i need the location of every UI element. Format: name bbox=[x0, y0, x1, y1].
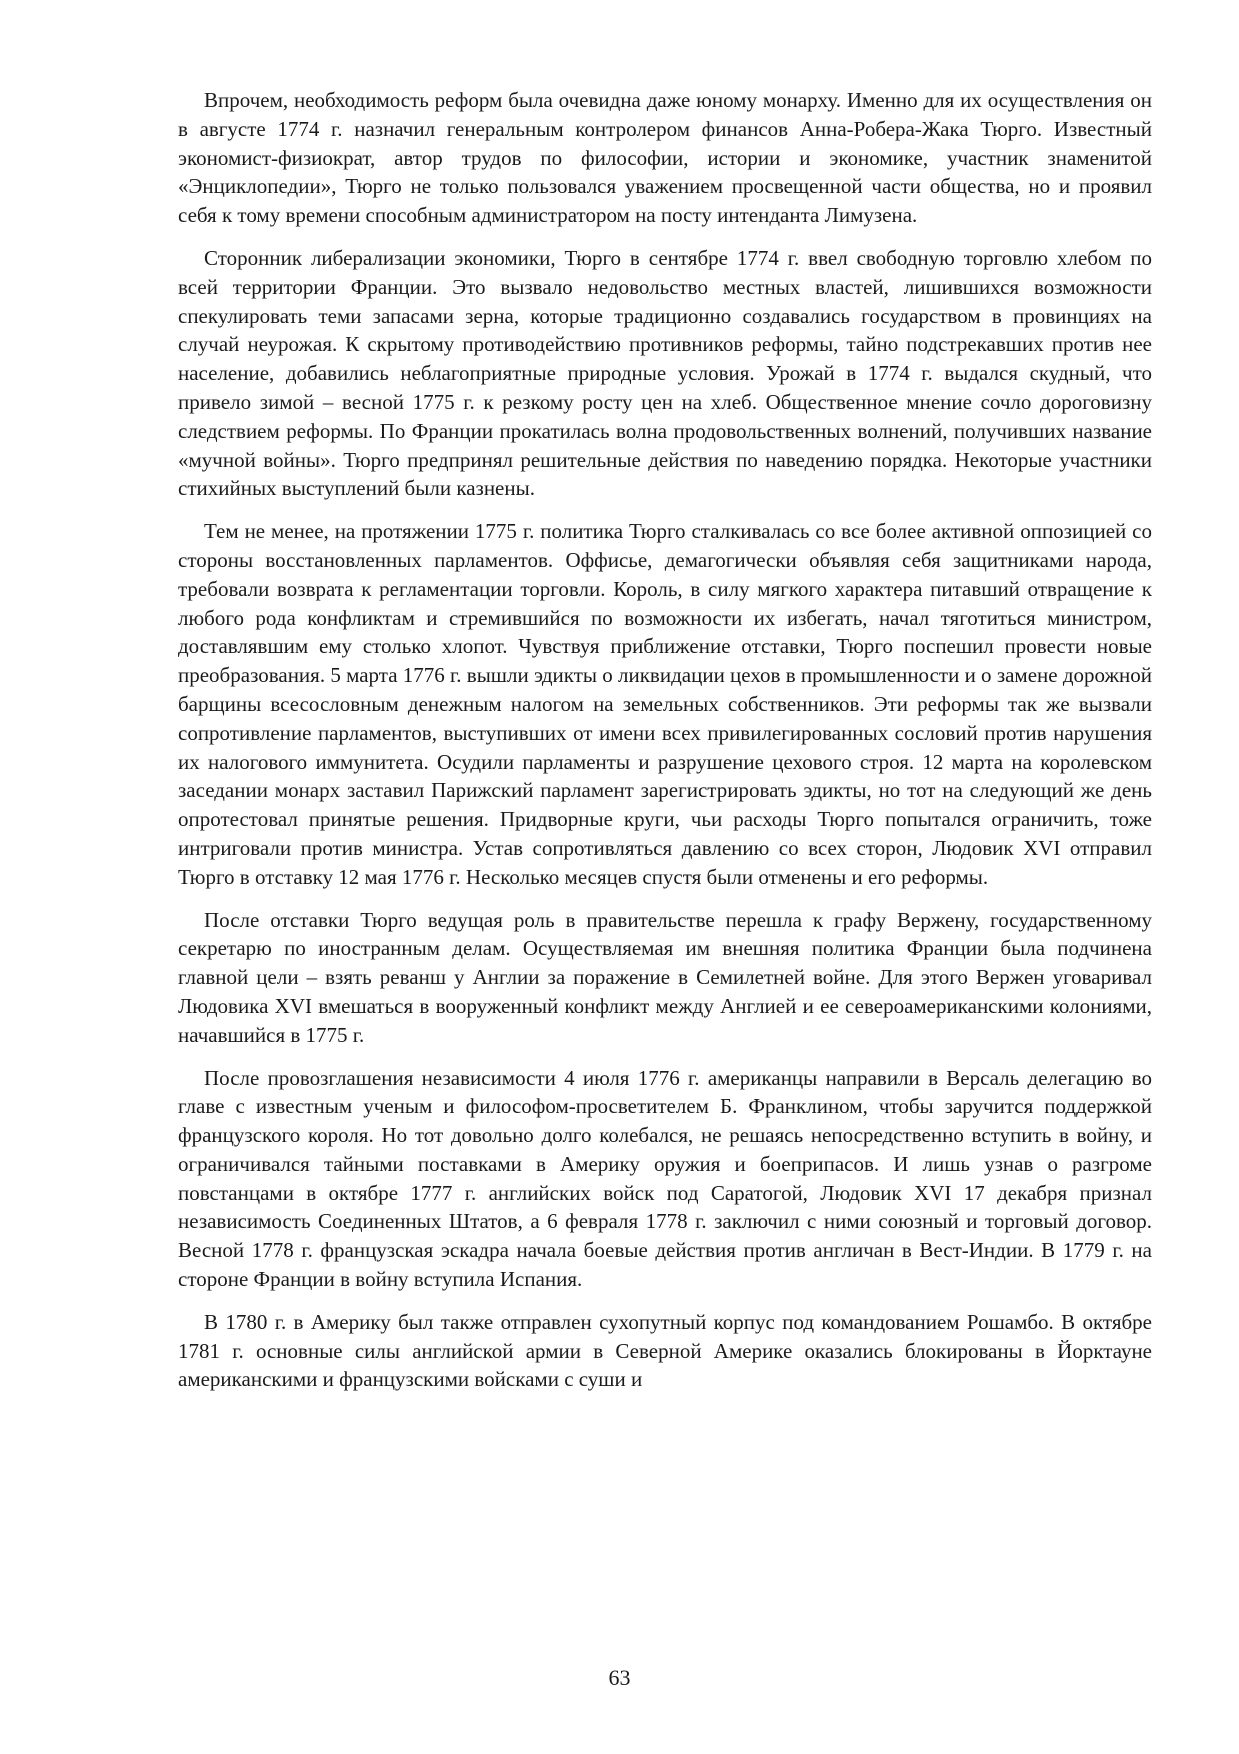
page-number: 63 bbox=[608, 1665, 631, 1690]
paragraph-3: Тем не менее, на протяжении 1775 г. политика Тюрго сталкивалась со все более активной оппозицией со стороны восстановленных парламентов. Оффисье, демагогически объявляя себя защитниками народа, требовали возврата к регламентации торговли. Король, в силу мягкого характера питавший отвращение к любого рода конфликтам и стремившийся по возможности их избегать, начал тяготиться министром, доставлявшим ему столько хлопот. Чувствуя приближение отставки, Тюрго поспешил провести новые преобразования. 5 марта 1776 г. вышли эдикты о ликвидации цехов в промышленности и о замене дорожной барщины всесословным денежным налогом на земельных собственников. Эти реформы так же вызвали сопротивление парламентов, выступивших от имени всех привилегированных сословий против нарушения их налогового иммунитета. Осудили парламенты и разрушение цехового строя. 12 марта на королевском заседании монарх заставил Парижский парламент зарегистрировать эдикты, но тот на следующий же день опротестовал принятые решения. Придворные круги, чьи расходы Тюрго попытался ограничить, тоже интриговали против министра. Устав сопротивляться давлению со всех сторон, Людовик XVI отправил Тюрго в отставку 12 мая 1776 г. Несколько месяцев спустя были отменены и его реформы. bbox=[178, 519, 1152, 889]
paragraph-1: Впрочем, необходимость реформ была очевидна даже юному монарху. Именно для их осуществления он в августе 1774 г. назначил генеральным контролером финансов Анна-Робера-Жака Тюрго. Известный экономист-физиократ, автор трудов по философии, истории и экономике, участник знаменитой «Энциклопедии», Тюрго не только пользовался уважением просвещенной части общества, но и проявил себя к тому времени способным администратором на посту интенданта Лимузена. bbox=[178, 88, 1152, 228]
paragraph-6: В 1780 г. в Америку был также отправлен сухопутный корпус под командованием Рошамбо. В октябре 1781 г. основные силы английской армии в Северной Америке оказались блокированы в Йорктауне американскими и французскими войсками с суши и bbox=[178, 1309, 1152, 1392]
body-text bbox=[178, 86, 1152, 1408]
paragraph-2: Сторонник либерализации экономики, Тюрго в сентябре 1774 г. ввел свободную торговлю хлебом по всей территории Франции. Это вызвало недовольство местных властей, лишившихся возможности спекулировать теми запасами зерна, которые традиционно создавались государством в провинциях на случай неурожая. К скрытому противодействию противников реформы, тайно подстрекавших против нее население, добавились неблагоприятные природные условия. Урожай в 1774 г. выдался скудный, что привело зимой – весной 1775 г. к резкому росту цен на хлеб. Общественное мнение сочло дороговизну следствием реформы. По Франции прокатилась волна продовольственных волнений, получивших название «мучной войны». Тюрго предпринял решительные действия по наведению порядка. Некоторые участники стихийных выступлений были казнены. bbox=[178, 245, 1152, 501]
paragraph-4: После отставки Тюрго ведущая роль в правительстве перешла к графу Вержену, государственному секретарю по иностранным делам. Осуществляемая им внешняя политика Франции была подчинена главной цели – взять реванш у Англии за поражение в Семилетней войне. Для этого Вержен уговаривал Людовика XVI вмешаться в вооруженный конфликт между Англией и ее североамериканскими колониями, начавшийся в 1775 г. bbox=[178, 907, 1152, 1047]
paragraph-5: После провозглашения независимости 4 июля 1776 г. американцы направили в Версаль делегацию во главе с известным ученым и философом-просветителем Б. Франклином, чтобы заручится поддержкой французского короля. Но тот довольно долго колебался, не решаясь непосредственно вступить в войну, и ограничивался тайными поставками в Америку оружия и боеприпасов. И лишь узнав о разгроме повстанцами в октябре 1777 г. английских войск под Саратогой, Людовик XVI 17 декабря признал независимость Соединенных Штатов, а 6 февраля 1778 г. заключил с ними союзный и торговый договор. Весной 1778 г. французская эскадра начала боевые действия против англичан в Вест-Индии. В 1779 г. на стороне Франции в войну вступила Испания. bbox=[178, 1065, 1152, 1292]
